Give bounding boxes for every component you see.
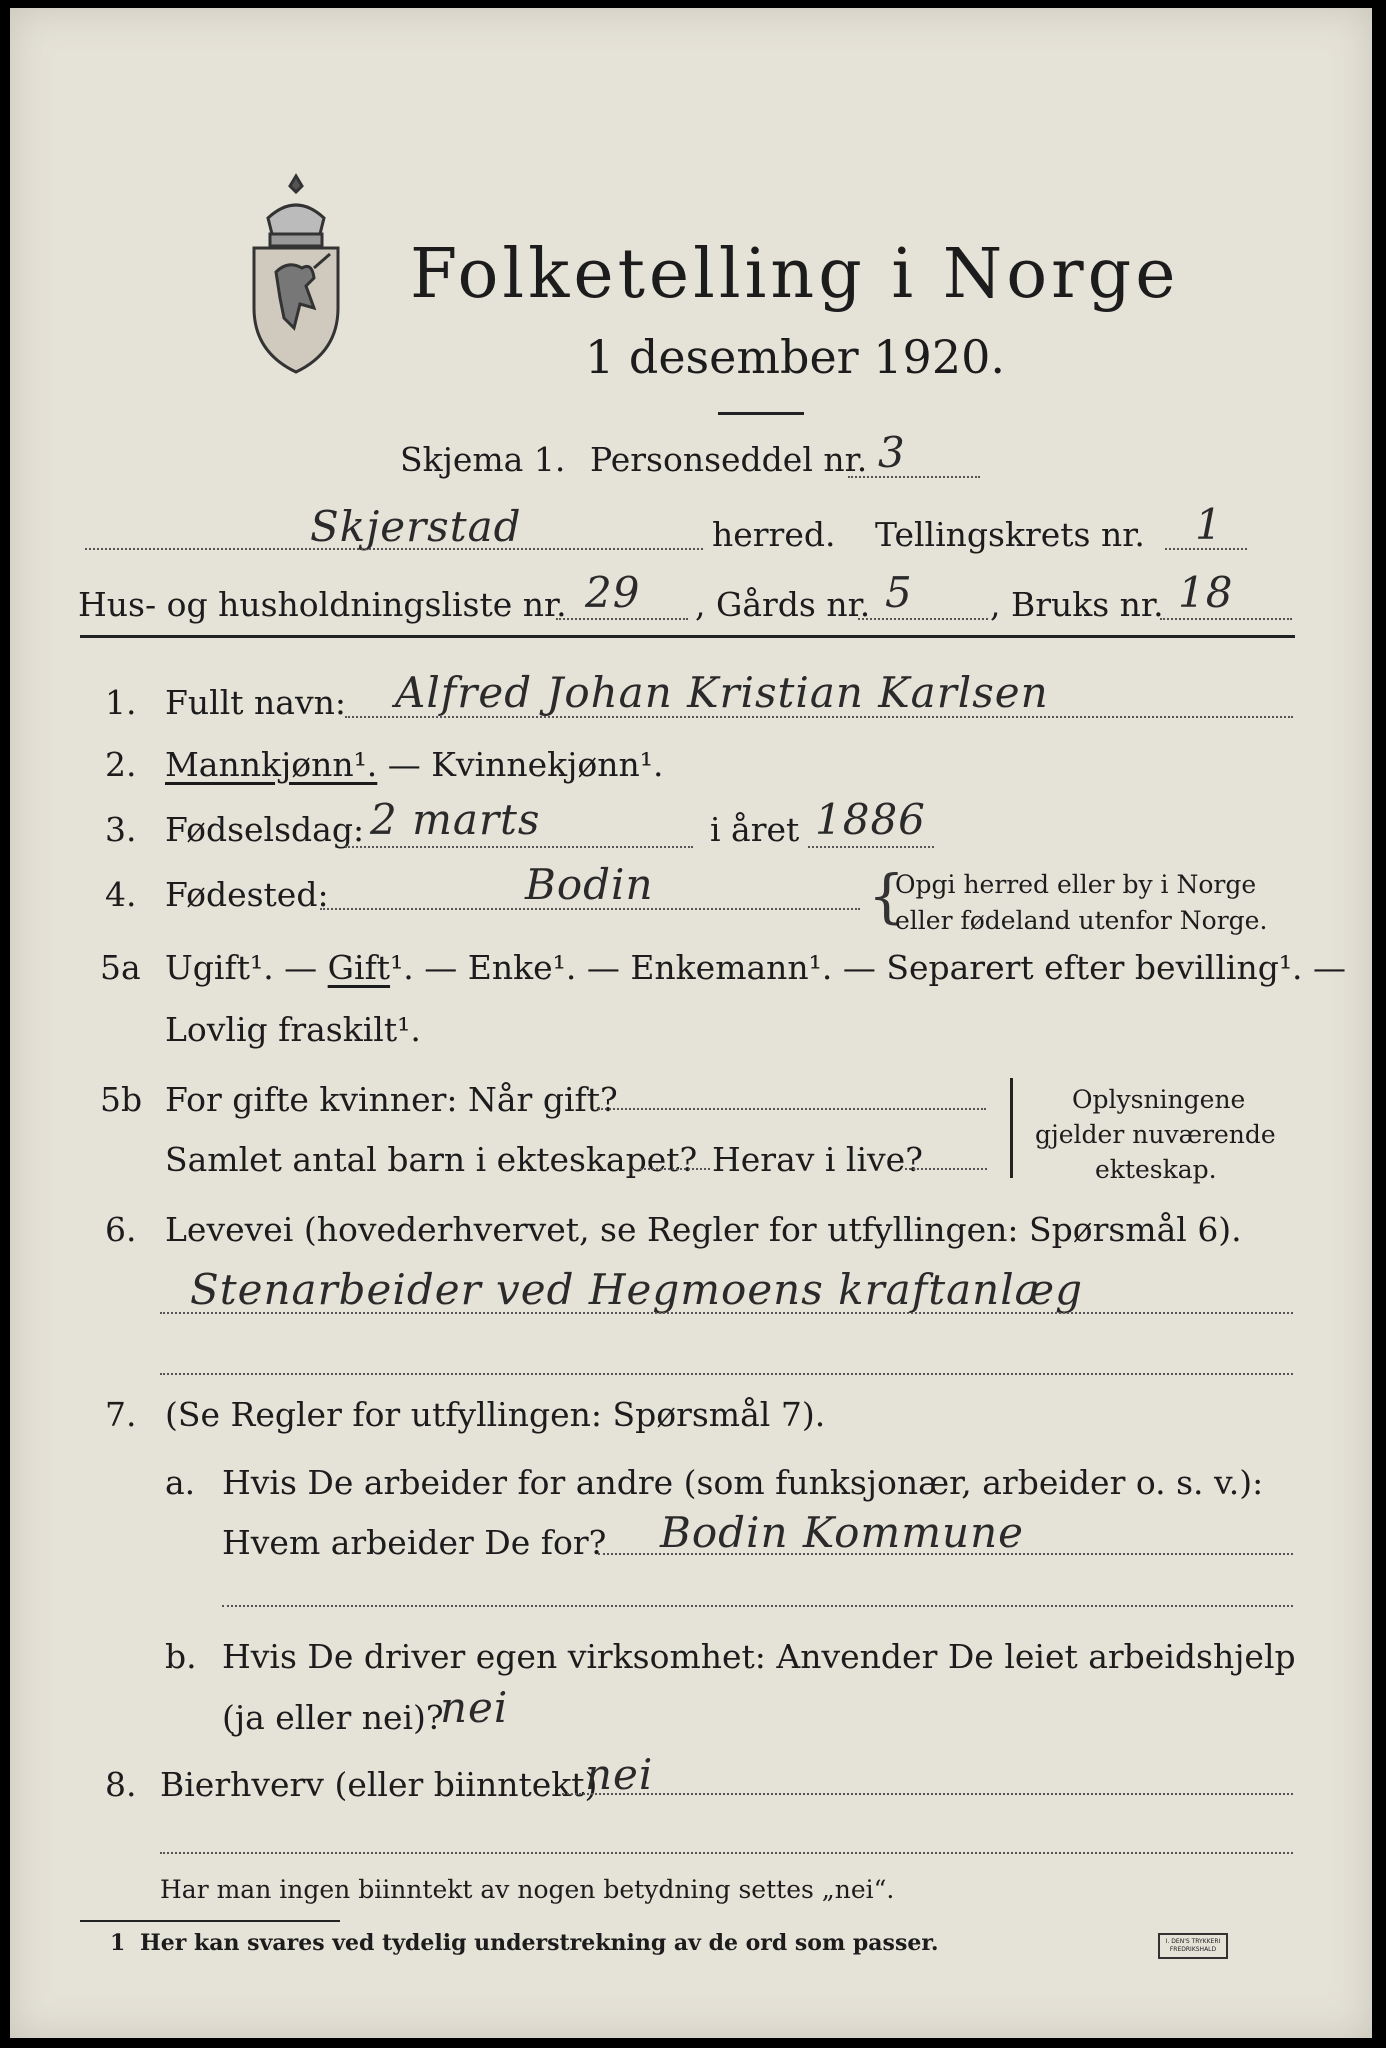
census-date: 1 desember 1920. [585,330,1005,384]
q6-dots-line2 [160,1373,1293,1375]
title-divider [718,412,804,415]
q5b-when-married-dots [598,1108,986,1110]
bruks-dots [1160,618,1292,620]
q1-full-name: Alfred Johan Kristian Karlsen [395,668,1049,717]
q2-number: 2. [105,745,137,784]
form-title: Folketelling i Norge [410,235,1180,314]
bruks-label: , Bruks nr. [990,585,1164,624]
q7a-dots-line1 [598,1553,1293,1555]
hus-label: Hus- og husholdningsliste nr. [78,585,567,624]
norwegian-coat-of-arms-icon [240,168,352,378]
hus-dots [556,618,688,620]
personseddel-value: 3 [878,428,906,477]
q1-label: Fullt navn: [165,683,346,722]
q4-note-line1: Opgi herred eller by i Norge [895,870,1257,899]
q3-label: Fødselsdag: [165,810,365,849]
q2-male-option: Mannkjønn¹. [165,745,378,784]
q7b-hired-help-label: (ja eller nei)? [222,1698,444,1737]
printer-name: I. DEN'S TRYKKERI [1165,1938,1221,1945]
q5a-number: 5a [100,948,141,987]
q7-label: (Se Regler for utfyllingen: Spørsmål 7). [165,1395,826,1434]
herred-dots [85,548,703,550]
q5b-note-line3: ekteskap. [1095,1155,1217,1184]
q5a-marital-status [165,948,1346,987]
printer-town: FREDRIKSHALD [1169,1946,1217,1953]
skjema-label: Skjema 1. [400,440,566,479]
herred-value: Skjerstad [310,502,522,551]
tellingskrets-value: 1 [1195,500,1223,549]
q8-dots-line1 [562,1793,1293,1795]
q6-occupation: Stenarbeider ved Hegmoens kraftanlæg [190,1265,1084,1314]
q8-number: 8. [105,1765,137,1804]
q4-note-line2: eller fødeland utenfor Norge. [895,906,1268,935]
q4-brace-icon: { [868,862,905,930]
gards-dots [858,618,988,620]
q7b-line1: Hvis De driver egen virksomhet: Anvender De leiet arbeidshjelp [222,1637,1296,1676]
income-note: Har man ingen biinntekt av nogen betydning settes „nei“. [160,1875,895,1904]
q5b-note-line2: gjelder nuværende [1035,1120,1276,1149]
q3-year-label: i året [710,810,800,849]
q7-number: 7. [105,1395,137,1434]
q5b-note-line1: Oplysningene [1072,1085,1246,1114]
q6-number: 6. [105,1210,137,1249]
q7a-line1: Hvis De arbeider for andre (som funksjonær, arbeider o. s. v.): [222,1463,1264,1502]
q7a-employer: Bodin Kommune [660,1508,1025,1557]
q6-dots-line1 [160,1312,1293,1314]
q3-birth-day: 2 marts [370,795,541,844]
q8-side-income: nei [585,1750,654,1799]
q1-dots [345,716,1293,718]
q5b-when-married-label: For gifte kvinner: Når gift? [165,1080,618,1119]
q4-label: Fødested: [165,875,329,914]
q5a-other-options: ¹. — Enke¹. — Enkemann¹. — Separert efter bevilling¹. — [390,948,1347,987]
q7a-letter: a. [165,1463,196,1502]
q5a-unmarried-option: Ugift¹. — [165,948,328,987]
gards-value: 5 [885,568,913,617]
q2-sex [165,745,664,784]
printer-stamp [1158,1933,1228,1959]
q4-dots [320,908,860,910]
q5a-married-option: Gift [327,948,391,987]
q4-birthplace: Bodin [525,860,654,909]
q7a-employer-label: Hvem arbeider De for? [222,1523,607,1562]
q7a-dots-line2 [222,1605,1293,1607]
bruks-value: 18 [1178,568,1234,617]
q5b-alive-label: Herav i live? [712,1140,923,1179]
footnote-text: Her kan svares ved tydelig understrekning av de ord som passer. [140,1930,939,1956]
q7b-hired-help-answer: nei [440,1683,509,1732]
tellingskrets-dots [1165,548,1247,550]
q2-other-option: — Kvinnekjønn¹. [377,745,664,784]
q5a-divorced-option: Lovlig fraskilt¹. [165,1010,421,1049]
personseddel-label: Personseddel nr. [590,440,868,479]
q5b-note-bracket [1010,1078,1013,1178]
q3-day-dots [345,846,693,848]
gards-label: , Gårds nr. [695,585,871,624]
q5b-alive-dots [905,1168,987,1170]
q3-year-dots [808,846,934,848]
q8-label: Bierhverv (eller biinntekt) [160,1765,598,1804]
q5b-number: 5b [100,1080,143,1119]
q1-number: 1. [105,683,137,722]
herred-label: herred. [712,515,836,554]
q6-label: Levevei (hovederhvervet, se Regler for utfyllingen: Spørsmål 6). [165,1210,1242,1249]
hus-value: 29 [585,568,641,617]
personseddel-dots [848,476,980,478]
header-rule [80,635,1295,638]
q3-number: 3. [105,810,137,849]
q5b-children-label: Samlet antal barn i ekteskapet? [165,1140,698,1179]
footnote-mark: 1 [110,1930,126,1956]
footnote-rule [80,1920,340,1922]
q3-birth-year: 1886 [815,795,926,844]
tellingskrets-label: Tellingskrets nr. [875,515,1145,554]
q8-dots-line2 [160,1852,1293,1854]
q4-number: 4. [105,875,137,914]
q5b-children-dots [640,1168,710,1170]
q7b-letter: b. [165,1637,197,1676]
